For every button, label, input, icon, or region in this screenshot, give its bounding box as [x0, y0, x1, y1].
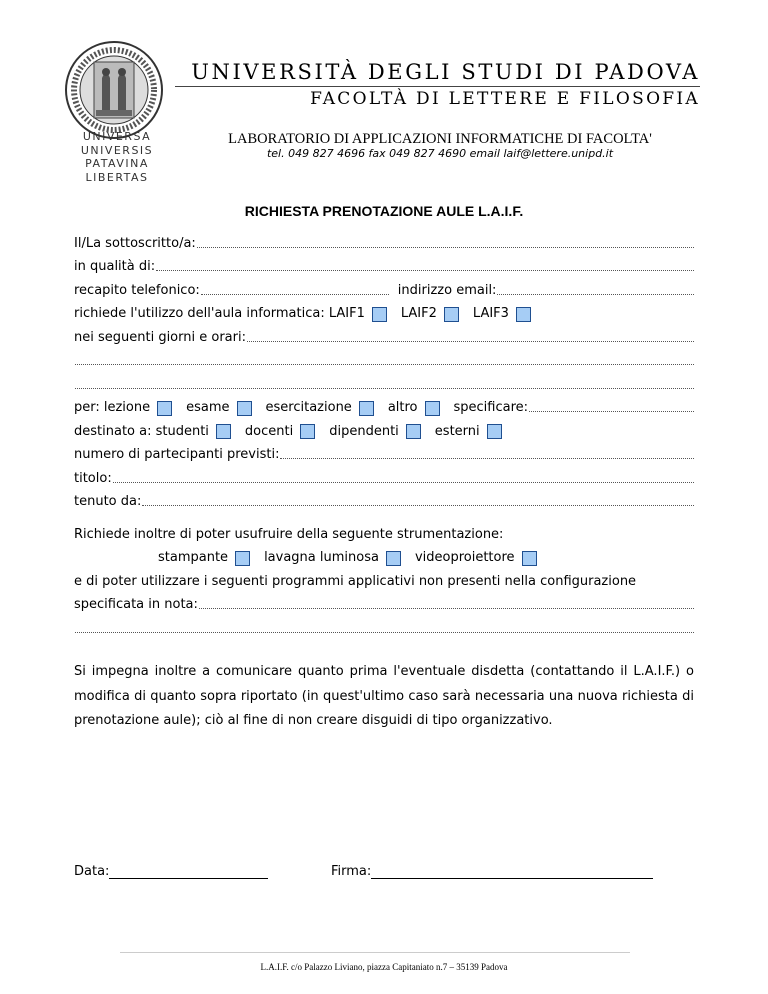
participants-row — [74, 444, 694, 468]
exercise-label: esercitazione — [265, 400, 352, 416]
motto-line: LIBERTAS — [85, 170, 149, 184]
email-label: indirizzo email: — [397, 282, 497, 298]
purpose-lesson-label: per: lezione — [74, 400, 151, 416]
motto-line: UNIVERSA — [82, 130, 152, 143]
printer-checkbox[interactable] — [235, 551, 250, 566]
seal-motto — [72, 130, 162, 184]
employees-label: dipendenti — [329, 423, 399, 439]
projector-checkbox[interactable] — [522, 551, 537, 566]
laif2-checkbox[interactable] — [444, 307, 459, 322]
course-title-field[interactable] — [113, 470, 694, 483]
role-label: in qualità di: — [74, 259, 156, 275]
contact-row — [74, 279, 694, 303]
held-by-row — [74, 491, 694, 515]
held-by-label: tenuto da: — [74, 494, 142, 510]
faculty-name: FACOLTÀ DI LETTERE E FILOSOFIA — [310, 89, 700, 109]
days-row-continued — [74, 350, 694, 374]
external-label: esterni — [434, 423, 480, 439]
whiteboard-label: lavagna luminosa — [264, 550, 379, 566]
phone-field[interactable] — [201, 282, 389, 295]
note-field[interactable] — [199, 596, 694, 609]
note-label: specificata in nota: — [74, 597, 198, 613]
equipment-intro: Richiede inoltre di poter usufruire della seguente strumentazione: — [74, 526, 504, 542]
room-request-label: richiede l'utilizzo dell'aula informatica: LAIF1 — [74, 306, 365, 322]
employees-checkbox[interactable] — [406, 424, 421, 439]
footer-divider — [120, 952, 630, 953]
laif3-checkbox[interactable] — [516, 307, 531, 322]
undersigned-row — [74, 232, 694, 256]
note-row — [74, 594, 694, 618]
course-title-label: titolo: — [74, 470, 112, 486]
held-by-field[interactable] — [142, 493, 694, 506]
days-row — [74, 326, 694, 350]
purpose-row — [74, 397, 694, 421]
undersigned-field[interactable] — [197, 235, 694, 248]
signature-label: Firma: — [331, 864, 372, 879]
university-name: UNIVERSITÀ DEGLI STUDI DI PADOVA — [191, 60, 700, 84]
role-row — [74, 256, 694, 280]
exam-label: esame — [186, 400, 230, 416]
signature-block — [331, 864, 653, 879]
days-row-continued — [74, 373, 694, 397]
undersigned-label: Il/La sottoscritto/a: — [74, 235, 196, 251]
equipment-intro-row — [74, 523, 694, 547]
lab-contacts: tel. 049 827 4696 fax 049 827 4690 email laif@lettere.unipd.it — [266, 147, 614, 160]
laif3-label: LAIF3 — [472, 306, 509, 322]
date-signature-block — [74, 864, 268, 879]
audience-row — [74, 420, 694, 444]
lesson-checkbox[interactable] — [157, 401, 172, 416]
days-field[interactable] — [247, 329, 694, 342]
phone-label: recapito telefonico: — [74, 282, 200, 298]
equipment-section — [74, 523, 694, 641]
printer-label: stampante — [158, 550, 229, 566]
whiteboard-checkbox[interactable] — [386, 551, 401, 566]
software-row — [74, 570, 694, 594]
exam-checkbox[interactable] — [237, 401, 252, 416]
specify-label: specificare: — [453, 400, 529, 416]
exercise-checkbox[interactable] — [359, 401, 374, 416]
header-divider — [175, 86, 700, 87]
document-title: RICHIESTA PRENOTAZIONE AULE L.A.I.F. — [244, 203, 524, 219]
other-checkbox[interactable] — [425, 401, 440, 416]
laif1-checkbox[interactable] — [372, 307, 387, 322]
date-field[interactable] — [109, 864, 268, 879]
participants-label: numero di partecipanti previsti: — [74, 447, 280, 463]
room-row — [74, 303, 694, 327]
signature-field[interactable] — [371, 864, 653, 879]
days-label: nei seguenti giorni e orari: — [74, 329, 246, 345]
teachers-label: docenti — [244, 423, 294, 439]
external-checkbox[interactable] — [487, 424, 502, 439]
laif2-label: LAIF2 — [400, 306, 437, 322]
motto-line: PATAVINA — [85, 157, 149, 170]
lab-name: LABORATORIO DI APPLICAZIONI INFORMATICHE DI FACOLTA' — [228, 131, 652, 147]
date-label: Data: — [74, 864, 110, 879]
course-title-row — [74, 467, 694, 491]
days-field-line-3[interactable] — [75, 376, 694, 389]
email-field[interactable] — [497, 282, 694, 295]
commitment-paragraph: Si impegna inoltre a comunicare quanto prima l'eventuale disdetta (contattando il L.A.I.F.) o modifica di quanto sopra riportato (in quest'ultimo caso sarà necessaria una nuova richiesta di prenotazione aule); ciò al fine di non creare disguidi di tipo organizzativo. — [74, 664, 694, 729]
role-field[interactable] — [156, 258, 694, 271]
note-field-line-2[interactable] — [75, 620, 694, 633]
audience-students-label: destinato a: studenti — [74, 423, 209, 439]
specify-field[interactable] — [529, 399, 694, 412]
projector-label: videoproiettore — [414, 550, 515, 566]
other-label: altro — [387, 400, 418, 416]
software-text: e di poter utilizzare i seguenti programmi applicativi non presenti nella configurazione — [74, 573, 637, 589]
teachers-checkbox[interactable] — [300, 424, 315, 439]
students-checkbox[interactable] — [216, 424, 231, 439]
footer-address: L.A.I.F. c/o Palazzo Liviano, piazza Capitaniato n.7 – 35139 Padova — [260, 962, 508, 972]
motto-line: UNIVERSIS — [80, 143, 154, 157]
equipment-options-row — [74, 547, 694, 571]
participants-field[interactable] — [280, 446, 694, 459]
booking-form — [74, 232, 694, 514]
days-field-line-2[interactable] — [75, 352, 694, 365]
note-row-continued — [74, 617, 694, 641]
university-seal-logo — [64, 40, 164, 140]
